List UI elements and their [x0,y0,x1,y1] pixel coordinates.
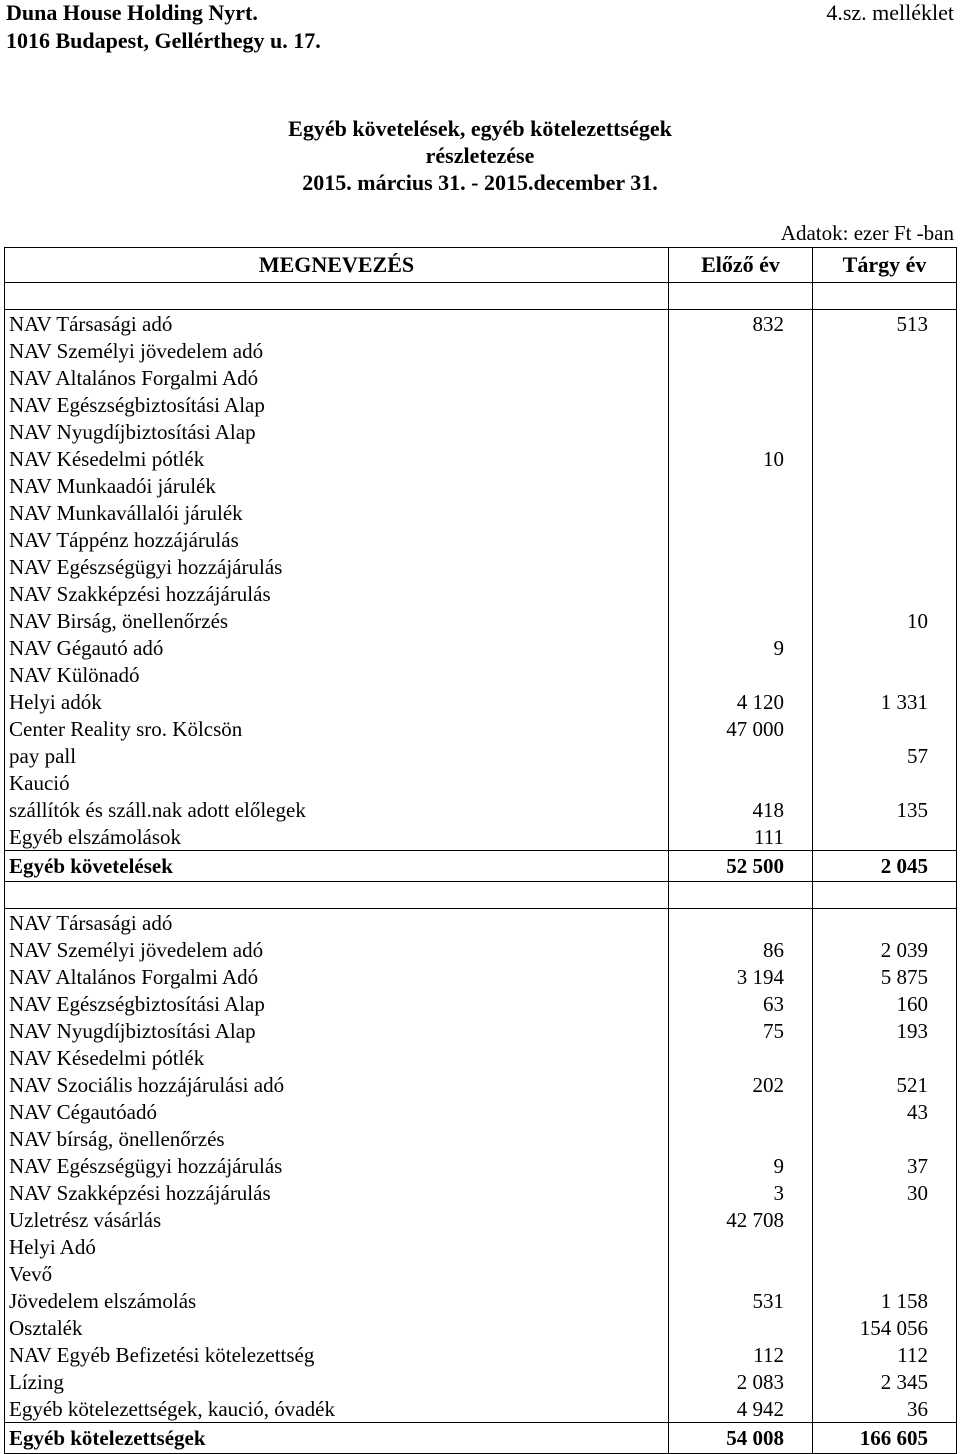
row-label: NAV Társasági adó [5,909,669,937]
row-label: NAV Nyugdíjbiztosítási Alap [5,1017,669,1044]
current-year-value: 57 [813,742,957,769]
receivable-row [5,337,957,364]
current-year-value: 521 [813,1071,957,1098]
liability-row [5,1179,957,1206]
current-year-value [813,634,957,661]
receivable-row [5,823,957,851]
row-label: NAV Egészségbiztosítási Alap [5,391,669,418]
prev-year-value [669,337,813,364]
receivables-total-row [5,851,957,882]
spacer-cell [5,283,669,310]
row-label: NAV Egyéb Befizetési kötelezettség [5,1341,669,1368]
row-label: NAV Egészségbiztosítási Alap [5,990,669,1017]
current-year-value: 1 158 [813,1287,957,1314]
current-year-value [813,418,957,445]
unit-note: Adatok: ezer Ft -ban [780,221,954,245]
prev-year-value [669,1044,813,1071]
row-label: Egyéb kötelezettségek [5,1423,669,1454]
current-year-value [813,364,957,391]
liability-row [5,1368,957,1395]
current-year-value: 30 [813,1179,957,1206]
liability-row [5,1206,957,1233]
prev-year-value [669,661,813,688]
table-header-row [5,248,957,283]
row-label: Helyi Adó [5,1233,669,1260]
row-label: Egyéb elszámolások [5,823,669,851]
report-title-line1: Egyéb követelések, egyéb kötelezettségek [288,116,672,141]
prev-year-value [669,391,813,418]
row-label: NAV Késedelmi pótlék [5,445,669,472]
prev-year-value [669,499,813,526]
company-address: 1016 Budapest, Gellérthegy u. 17. [6,28,321,53]
liability-row [5,1125,957,1152]
receivable-row [5,580,957,607]
current-year-value [813,715,957,742]
liability-row [5,1314,957,1341]
row-label: NAV Szakképzési hozzájárulás [5,580,669,607]
current-year-value [813,472,957,499]
receivable-row [5,796,957,823]
receivable-row [5,688,957,715]
spacer-cell [669,882,813,909]
current-year-value [813,526,957,553]
prev-year-value [669,1260,813,1287]
current-year-value: 36 [813,1395,957,1423]
receivables-spacer-row [5,283,957,310]
liability-row [5,1341,957,1368]
prev-year-value [669,607,813,634]
receivable-row [5,418,957,445]
receivable-row [5,472,957,499]
prev-year-value [669,1233,813,1260]
report-title-line2: részletezése [425,143,535,168]
spacer-cell [813,283,957,310]
attachment-label: 4.sz. melléklet [826,0,954,25]
company-name: Duna House Holding Nyrt. [6,0,258,25]
current-year-value [813,1206,957,1233]
current-year-value [813,445,957,472]
row-label: Vevő [5,1260,669,1287]
financial-table [4,247,957,1454]
prev-year-value [669,472,813,499]
liabilities-total-row [5,1423,957,1454]
liability-row [5,1017,957,1044]
current-year-value [813,499,957,526]
row-label: Uzletrész vásárlás [5,1206,669,1233]
row-label: NAV Társasági adó [5,310,669,338]
prev-year-value [669,418,813,445]
row-label: Center Reality sro. Kölcsön [5,715,669,742]
prev-year-value: 4 120 [669,688,813,715]
current-year-value [813,1125,957,1152]
receivable-row [5,634,957,661]
receivable-row [5,553,957,580]
current-year-value [813,909,957,937]
row-label: NAV Személyi jövedelem adó [5,936,669,963]
current-year-value [813,553,957,580]
report-period: 2015. március 31. - 2015.december 31. [302,170,658,195]
current-year-value [813,391,957,418]
prev-year-value [669,909,813,937]
prev-year-value: 86 [669,936,813,963]
prev-year-value [669,1098,813,1125]
current-year-value: 5 875 [813,963,957,990]
row-label: NAV Személyi jövedelem adó [5,337,669,364]
prev-year-value: 10 [669,445,813,472]
receivable-row [5,445,957,472]
row-label: Kaució [5,769,669,796]
receivable-row [5,499,957,526]
current-year-value: 2 039 [813,936,957,963]
current-year-value [813,661,957,688]
current-year-value: 37 [813,1152,957,1179]
current-year-value: 154 056 [813,1314,957,1341]
current-year-value [813,1260,957,1287]
row-label: NAV Gégautó adó [5,634,669,661]
row-label: NAV Munkaadói járulék [5,472,669,499]
row-label: NAV Munkavállalói járulék [5,499,669,526]
row-label: Egyéb követelések [5,851,669,882]
prev-year-value: 4 942 [669,1395,813,1423]
receivable-row [5,661,957,688]
row-label: NAV Szakképzési hozzájárulás [5,1179,669,1206]
current-year-value: 1 331 [813,688,957,715]
row-label: NAV Táppénz hozzájárulás [5,526,669,553]
row-label: NAV Szociális hozzájárulási adó [5,1071,669,1098]
row-label: Egyéb kötelezettségek, kaució, óvadék [5,1395,669,1423]
current-year-value: 2 045 [813,851,957,882]
liability-row [5,1260,957,1287]
row-label: NAV Altalános Forgalmi Adó [5,364,669,391]
liability-row [5,1071,957,1098]
liability-row [5,936,957,963]
receivable-row [5,391,957,418]
prev-year-value: 418 [669,796,813,823]
prev-year-value: 832 [669,310,813,338]
current-year-value: 513 [813,310,957,338]
current-year-value [813,337,957,364]
current-year-value [813,1044,957,1071]
liability-row [5,1233,957,1260]
prev-year-value: 52 500 [669,851,813,882]
row-label: NAV Birság, önellenőrzés [5,607,669,634]
row-label: Helyi adók [5,688,669,715]
prev-year-value: 3 [669,1179,813,1206]
liability-row [5,1044,957,1071]
prev-year-value [669,1314,813,1341]
row-label: NAV Altalános Forgalmi Adó [5,963,669,990]
prev-year-value: 54 008 [669,1423,813,1454]
current-year-value: 10 [813,607,957,634]
spacer-cell [813,882,957,909]
current-year-value: 135 [813,796,957,823]
prev-year-value: 112 [669,1341,813,1368]
receivable-row [5,364,957,391]
row-label: Jövedelem elszámolás [5,1287,669,1314]
receivable-row [5,715,957,742]
current-year-value [813,580,957,607]
liability-row [5,1098,957,1125]
current-year-value: 160 [813,990,957,1017]
prev-year-value [669,553,813,580]
row-label: NAV bírság, önellenőrzés [5,1125,669,1152]
prev-year-value: 9 [669,634,813,661]
row-label: NAV Különadó [5,661,669,688]
current-year-value: 2 345 [813,1368,957,1395]
spacer-cell [669,283,813,310]
receivable-row [5,742,957,769]
receivable-row [5,769,957,796]
prev-year-value: 202 [669,1071,813,1098]
row-label: Lízing [5,1368,669,1395]
liabilities-spacer-row [5,882,957,909]
prev-year-value: 42 708 [669,1206,813,1233]
liability-row [5,1395,957,1423]
prev-year-value: 111 [669,823,813,851]
prev-year-value: 75 [669,1017,813,1044]
current-year-value: 193 [813,1017,957,1044]
receivable-row [5,526,957,553]
prev-year-value [669,742,813,769]
row-label: NAV Késedelmi pótlék [5,1044,669,1071]
current-year-value: 166 605 [813,1423,957,1454]
prev-year-value [669,1125,813,1152]
current-year-value [813,1233,957,1260]
row-label: pay pall [5,742,669,769]
liability-row [5,990,957,1017]
liability-row [5,1287,957,1314]
current-year-value [813,769,957,796]
spacer-cell [5,882,669,909]
row-label: NAV Egészségügyi hozzájárulás [5,553,669,580]
prev-year-value: 2 083 [669,1368,813,1395]
prev-year-value: 47 000 [669,715,813,742]
liability-row [5,963,957,990]
row-label: szállítók és száll.nak adott előlegek [5,796,669,823]
current-year-value [813,823,957,851]
receivable-row [5,607,957,634]
column-header-current-year: Tárgy év [813,248,957,283]
liability-row [5,1152,957,1179]
row-label: Osztalék [5,1314,669,1341]
prev-year-value [669,526,813,553]
receivable-row [5,310,957,338]
prev-year-value: 63 [669,990,813,1017]
column-header-prev-year: Előző év [669,248,813,283]
current-year-value: 43 [813,1098,957,1125]
row-label: NAV Cégautóadó [5,1098,669,1125]
current-year-value: 112 [813,1341,957,1368]
prev-year-value [669,769,813,796]
prev-year-value: 9 [669,1152,813,1179]
prev-year-value [669,580,813,607]
row-label: NAV Egészségügyi hozzájárulás [5,1152,669,1179]
prev-year-value: 531 [669,1287,813,1314]
prev-year-value [669,364,813,391]
prev-year-value: 3 194 [669,963,813,990]
row-label: NAV Nyugdíjbiztosítási Alap [5,418,669,445]
liability-row [5,909,957,937]
column-header-name: MEGNEVEZÉS [5,248,669,283]
